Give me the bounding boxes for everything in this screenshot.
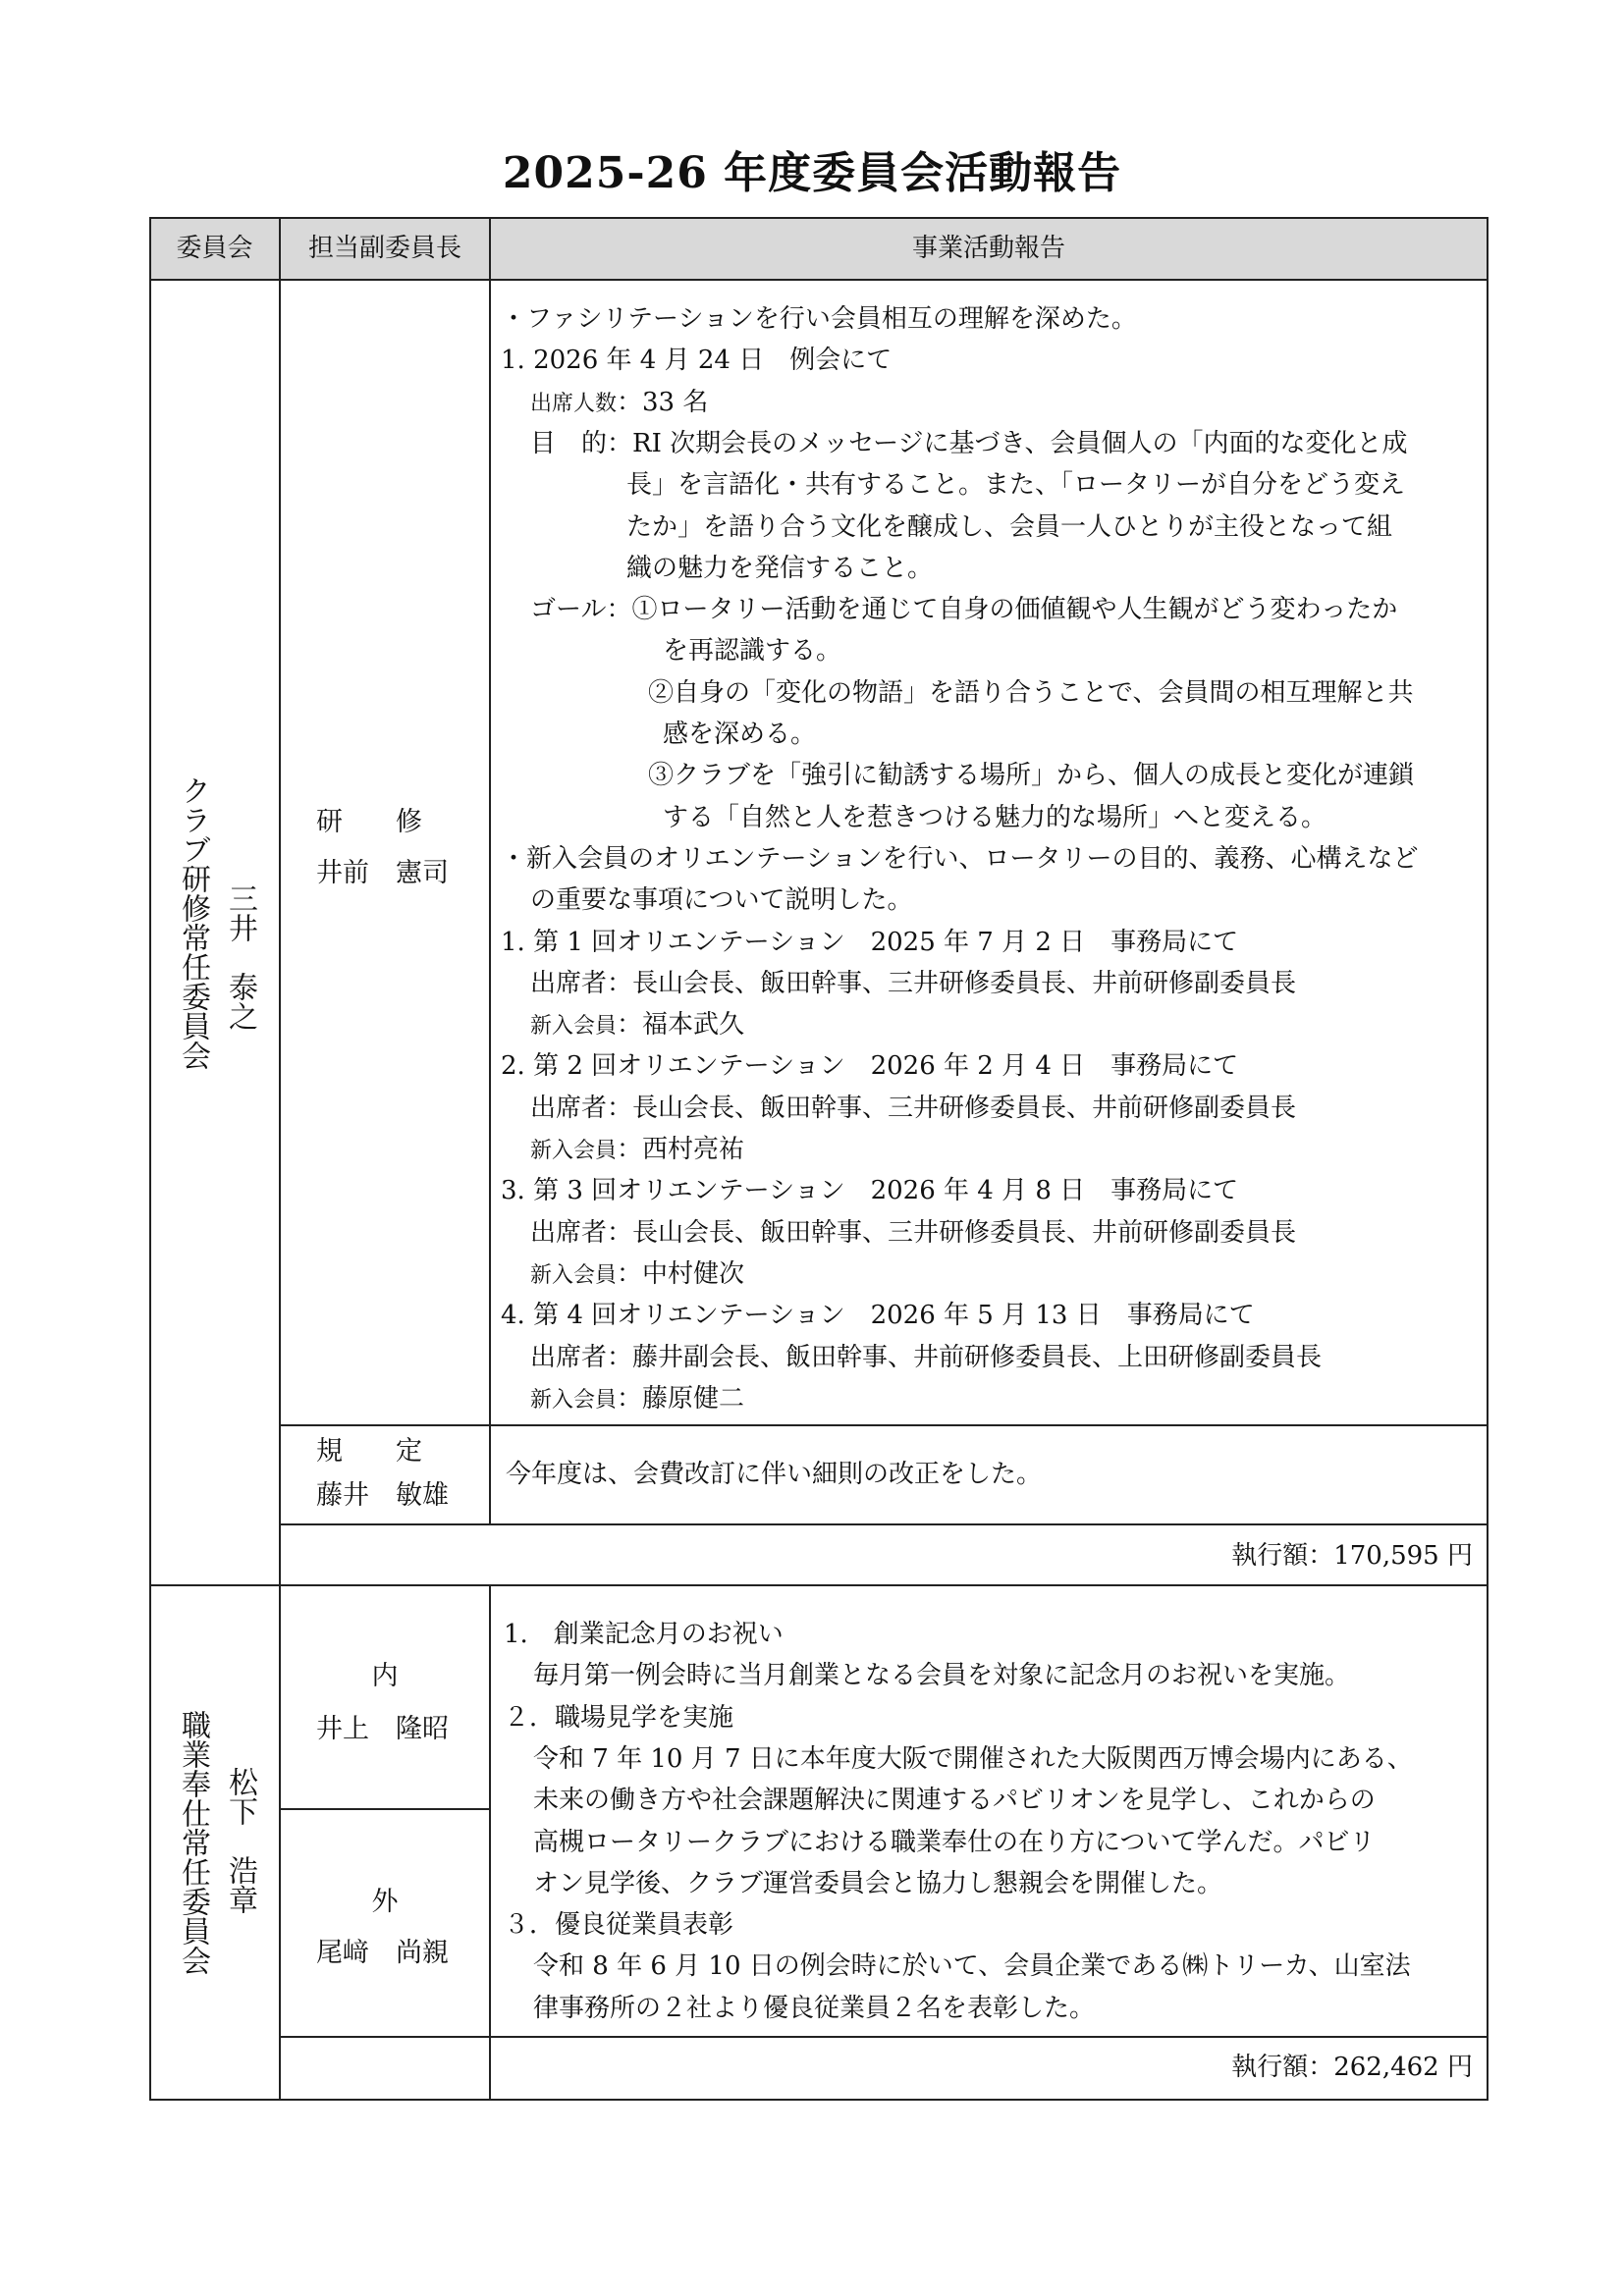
report-line: 未来の働き方や社会課題解決に関連するパビリオンを見学し、これからの xyxy=(533,1786,1376,1816)
report-line: 出席者：藤井副会長、飯田幹事、井前研修委員長、上田研修副委員長 xyxy=(530,1342,1323,1372)
report-line: 3. 第 3 回オリエンテーション 2026 年 4 月 8 日 事務局にて xyxy=(501,1176,1239,1206)
report-line: 出席人数：33 名 xyxy=(530,387,709,417)
section1-committee-name: クラブ研修常任委員会 xyxy=(176,775,210,1070)
table-right-border xyxy=(1487,217,1489,2101)
report-line: 1. 2026 年 4 月 24 日 例会にて xyxy=(501,346,893,376)
table-left-border xyxy=(149,217,151,2101)
section1-chair-name: 三井 泰之 xyxy=(223,883,257,1031)
col-divider-2a xyxy=(489,217,491,1524)
report-line: 織の魅力を発信すること。 xyxy=(626,553,934,583)
header-report: 事業活動報告 xyxy=(911,234,1065,263)
sub-divider-4 xyxy=(280,2036,1489,2038)
report-line: ゴール：①ロータリー活動を通じて自身の価値観や人生観がどう変わったか xyxy=(530,595,1398,625)
report-line: ・ファシリテーションを行い会員相互の理解を深めた。 xyxy=(501,304,1137,334)
report-line: 目 的：RI 次期会長のメッセージに基づき、会員個人の「内面的な変化と成 xyxy=(530,428,1408,458)
header-committee: 委員会 xyxy=(176,234,253,263)
report-line: 新入会員：西村亮祐 xyxy=(530,1135,745,1164)
section2-chair-name: 松下 浩章 xyxy=(223,1767,257,1914)
report-line: 1. 第 1 回オリエンテーション 2025 年 7 月 2 日 事務局にて xyxy=(501,927,1239,957)
header-bottom-border xyxy=(149,279,1489,281)
report-line: 律事務所の２社より優良従業員２名を表彰した。 xyxy=(533,1993,1096,2023)
report-line: 感を深める。 xyxy=(663,720,817,749)
report-line: オン見学後、クラブ運営委員会と協力し懇親会を開催した。 xyxy=(533,1868,1223,1898)
col-divider-2b xyxy=(489,1584,491,2101)
report-line: 出席者：長山会長、飯田幹事、三井研修委員長、井前研修副委員長 xyxy=(530,968,1297,998)
sub-divider-1 xyxy=(280,1424,1489,1426)
report-line: 新入会員：藤原健二 xyxy=(530,1383,745,1414)
section2-sub2-role: 外 xyxy=(371,1887,399,1917)
sub-divider-3 xyxy=(280,1808,490,1810)
report-line: ②自身の「変化の物語」を語り合うことで、会員間の相互理解と共 xyxy=(648,677,1414,708)
section1-sub2-report: 今年度は、会費改訂に伴い細則の改正をした。 xyxy=(506,1460,1043,1489)
report-line: ・新入会員のオリエンテーションを行い、ロータリーの目的、義務、心構えなど xyxy=(501,843,1419,874)
report-line: ２．職場見学を実施 xyxy=(504,1702,734,1733)
section1-sub1-name: 井前 憲司 xyxy=(316,858,449,888)
report-line: ③クラブを「強引に勧誘する場所」から、個人の成長と変化が連鎖 xyxy=(648,761,1415,791)
report-line: 令和 8 年 6 月 10 日の例会時に於いて、会員企業である㈱トリーカ、山室法 xyxy=(533,1951,1411,1982)
section1-sub2-role: 規 定 xyxy=(316,1436,422,1467)
report-line: する「自然と人を惹きつける魅力的な場所」へと変える。 xyxy=(663,802,1327,832)
report-line: 長」を言語化・共有すること。また、「ロータリーが自分をどう変え xyxy=(626,470,1406,501)
sub-divider-2 xyxy=(280,1523,1489,1525)
section2-amount: 執行額：262,462 円 xyxy=(1231,2053,1473,2082)
report-line: 新入会員：福本武久 xyxy=(530,1010,745,1041)
section1-sub2-name: 藤井 敏雄 xyxy=(316,1480,449,1511)
header-vice-chair: 担当副委員長 xyxy=(307,234,461,263)
section1-sub1-role: 研 修 xyxy=(316,807,422,837)
section2-committee-name: 職業奉仕常任委員会 xyxy=(176,1710,210,1975)
report-line: たか」を語り合う文化を醸成し、会員一人ひとりが主役となって組 xyxy=(626,511,1393,542)
report-line: 2. 第 2 回オリエンテーション 2026 年 2 月 4 日 事務局にて xyxy=(501,1051,1239,1082)
page-title: 2025-26 年度委員会活動報告 xyxy=(502,148,1122,198)
report-line: 出席者：長山会長、飯田幹事、三井研修委員長、井前研修副委員長 xyxy=(530,1093,1297,1123)
col-divider-1 xyxy=(279,217,281,2101)
report-line: 1. 創業記念月のお祝い xyxy=(504,1620,784,1649)
report-line: を再認識する。 xyxy=(663,636,842,667)
table-bottom-border xyxy=(149,2099,1489,2101)
report-line: 令和 7 年 10 月 7 日に本年度大阪で開催された大阪関西万博会場内にある、 xyxy=(533,1743,1413,1774)
report-line: ３．優良従業員表彰 xyxy=(504,1910,734,1941)
report-line: 新入会員：中村健次 xyxy=(530,1258,745,1289)
report-line: 毎月第一例会時に当月創業となる会員を対象に記念月のお祝いを実施。 xyxy=(533,1661,1351,1691)
report-line: 出席者：長山会長、飯田幹事、三井研修委員長、井前研修副委員長 xyxy=(530,1217,1297,1248)
section2-sub1-role: 内 xyxy=(371,1661,399,1691)
section2-sub1-name: 井上 隆昭 xyxy=(316,1714,449,1744)
section1-amount: 執行額：170,595 円 xyxy=(1231,1541,1473,1571)
report-line: 高槻ロータリークラブにおける職業奉仕の在り方について学んだ。パビリ xyxy=(533,1827,1376,1857)
section2-sub2-name: 尾﨑 尚親 xyxy=(316,1938,449,1968)
section-divider xyxy=(149,1584,1489,1586)
report-line: の重要な事項について説明した。 xyxy=(530,885,913,916)
report-line: 4. 第 4 回オリエンテーション 2026 年 5 月 13 日 事務局にて xyxy=(501,1301,1255,1331)
